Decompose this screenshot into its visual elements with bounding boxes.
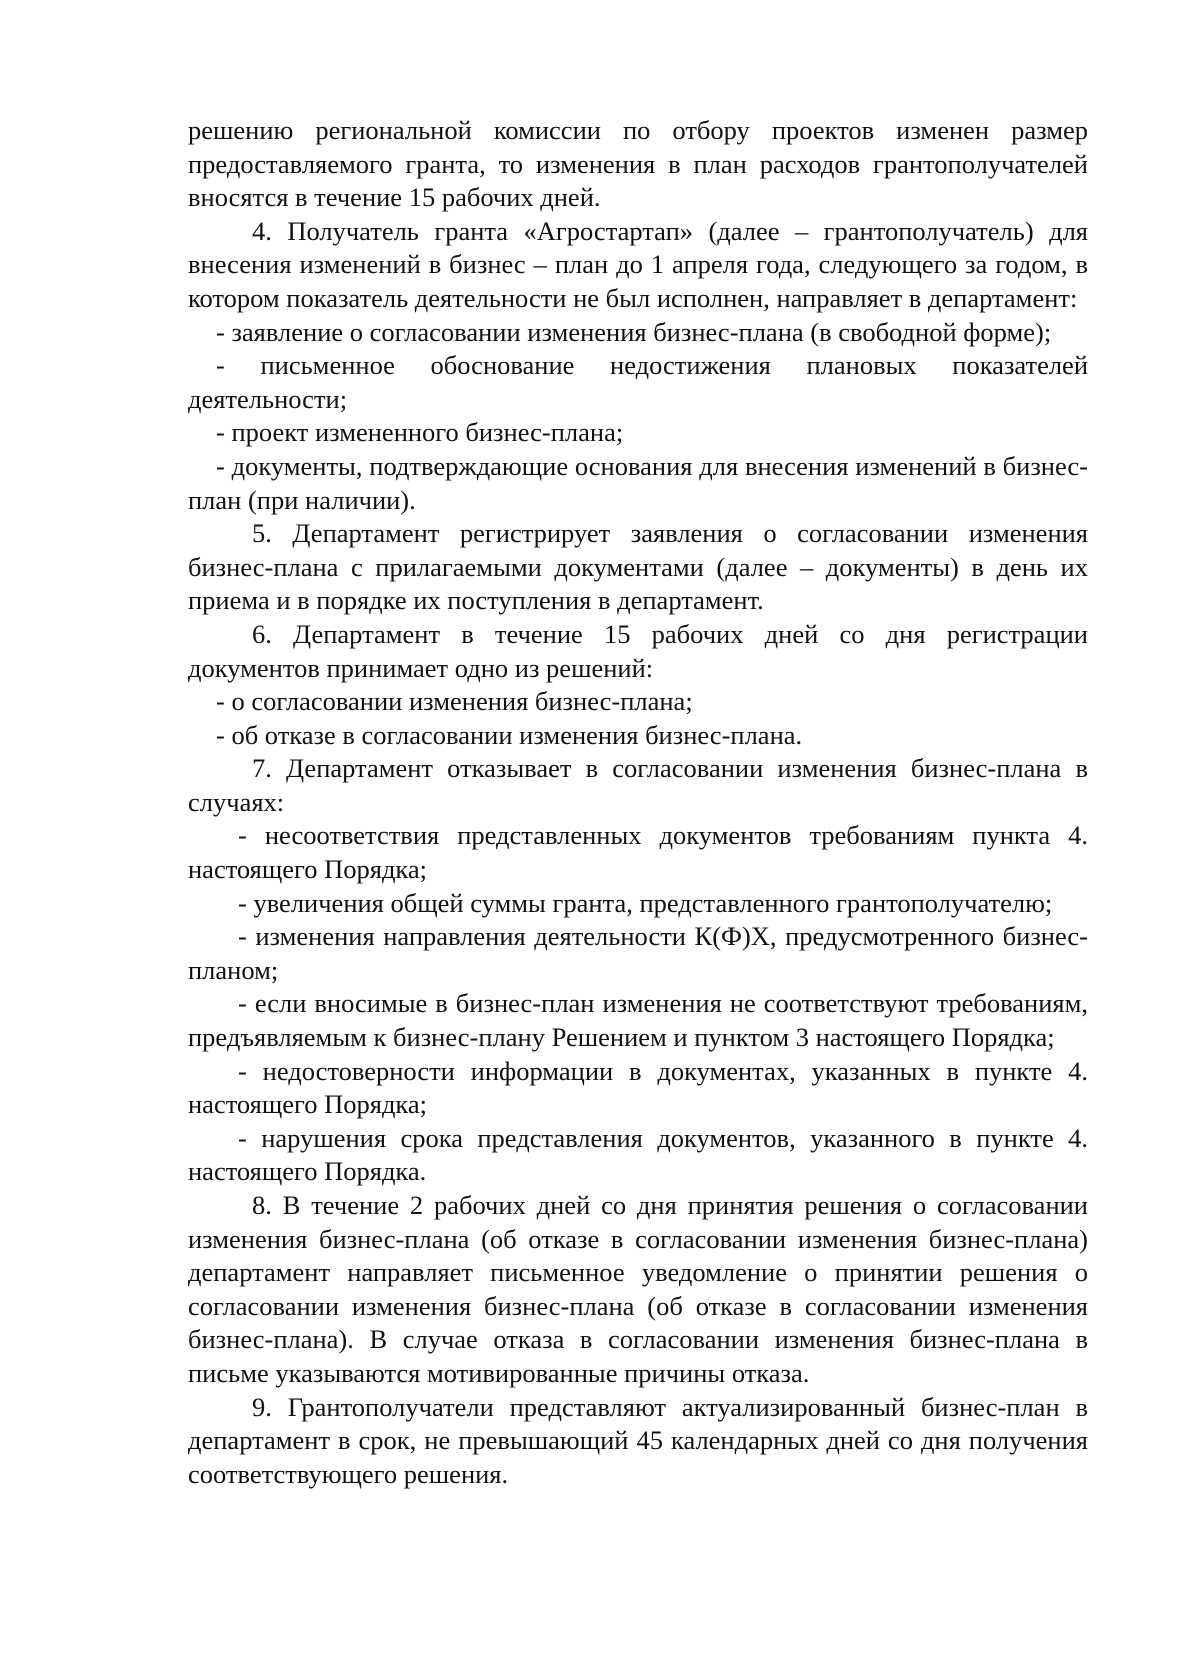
list-item: - проект измененного бизнес-плана; — [216, 417, 624, 448]
paragraph-item-9: 9. Грантополучатели представляют актуализированный бизнес-план в департамент в срок, не превышающий 45 календарных дней со дня получения соответствующего решения. — [188, 1391, 1088, 1489]
document-body — [188, 114, 1088, 1491]
paragraph-item-5: 5. Департамент регистрирует заявления о согласовании изменения бизнес-плана с прилагаемыми документами (далее – документы) в день их приема и в порядке их поступления в департамент. — [188, 518, 1088, 616]
list-item: - письменное обоснование недостижения плановых показателей деятельности; — [188, 350, 1088, 414]
list-item: - о согласовании изменения бизнес-плана; — [216, 686, 693, 717]
list-item: - нарушения срока представления документов, указанного в пункте 4. настоящего Порядка. — [188, 1122, 1088, 1187]
list-item: - об отказе в согласовании изменения бизнес-плана. — [216, 719, 803, 750]
list-item: - заявление о согласовании изменения бизнес-плана (в свободной форме); — [216, 316, 1052, 347]
paragraph-item-8: 8. В течение 2 рабочих дней со дня принятия решения о согласовании изменения бизнес-плана (об отказе в согласовании изменения бизнес-плана) департамент направляет письменное уведомление о принятии решения о согласовании изменения бизнес-плана (об отказе в согласовании изменения бизнес-плана). В случае отказа в согласовании изменения бизнес-плана в письме указываются мотивированные причины отказа. — [188, 1190, 1088, 1388]
list-item: - изменения направления деятельности К(Ф)Х, предусмотренного бизнес-планом; — [188, 921, 1088, 985]
list-item: - недостоверности информации в документах, указанных в пункте 4. настоящего Порядка; — [188, 1055, 1088, 1120]
list-item: - несоответствия представленных документов требованиям пункта 4. настоящего Порядка; — [188, 820, 1088, 885]
paragraph-item-7: 7. Департамент отказывает в согласовании изменения бизнес-плана в случаях: — [188, 753, 1088, 817]
paragraph-item-6: 6. Департамент в течение 15 рабочих дней со дня регистрации документов принимает одно из решений: — [188, 618, 1088, 683]
list-item: - если вносимые в бизнес-план изменения не соответствуют требованиям, предъявляемым к бизнес-плану Решением и пунктом 3 настоящего Порядка; — [188, 988, 1088, 1053]
list-item: - увеличения общей суммы гранта, представленного грантополучателю; — [238, 887, 1053, 918]
paragraph-item-4: 4. Получатель гранта «Агростартап» (далее – грантополучатель) для внесения изменений в бизнес – план до 1 апреля года, следующего за годом, в котором показатель деятельности не был исполнен, направляет в департамент: — [188, 215, 1088, 313]
paragraph-continuation: решению региональной комиссии по отбору проектов изменен размер предоставляемого гранта, то изменения в план расходов грантополучателей вносятся в течение 15 рабочих дней. — [188, 115, 1088, 213]
list-item: - документы, подтверждающие основания для внесения изменений в бизнес-план (при наличии). — [188, 450, 1088, 515]
